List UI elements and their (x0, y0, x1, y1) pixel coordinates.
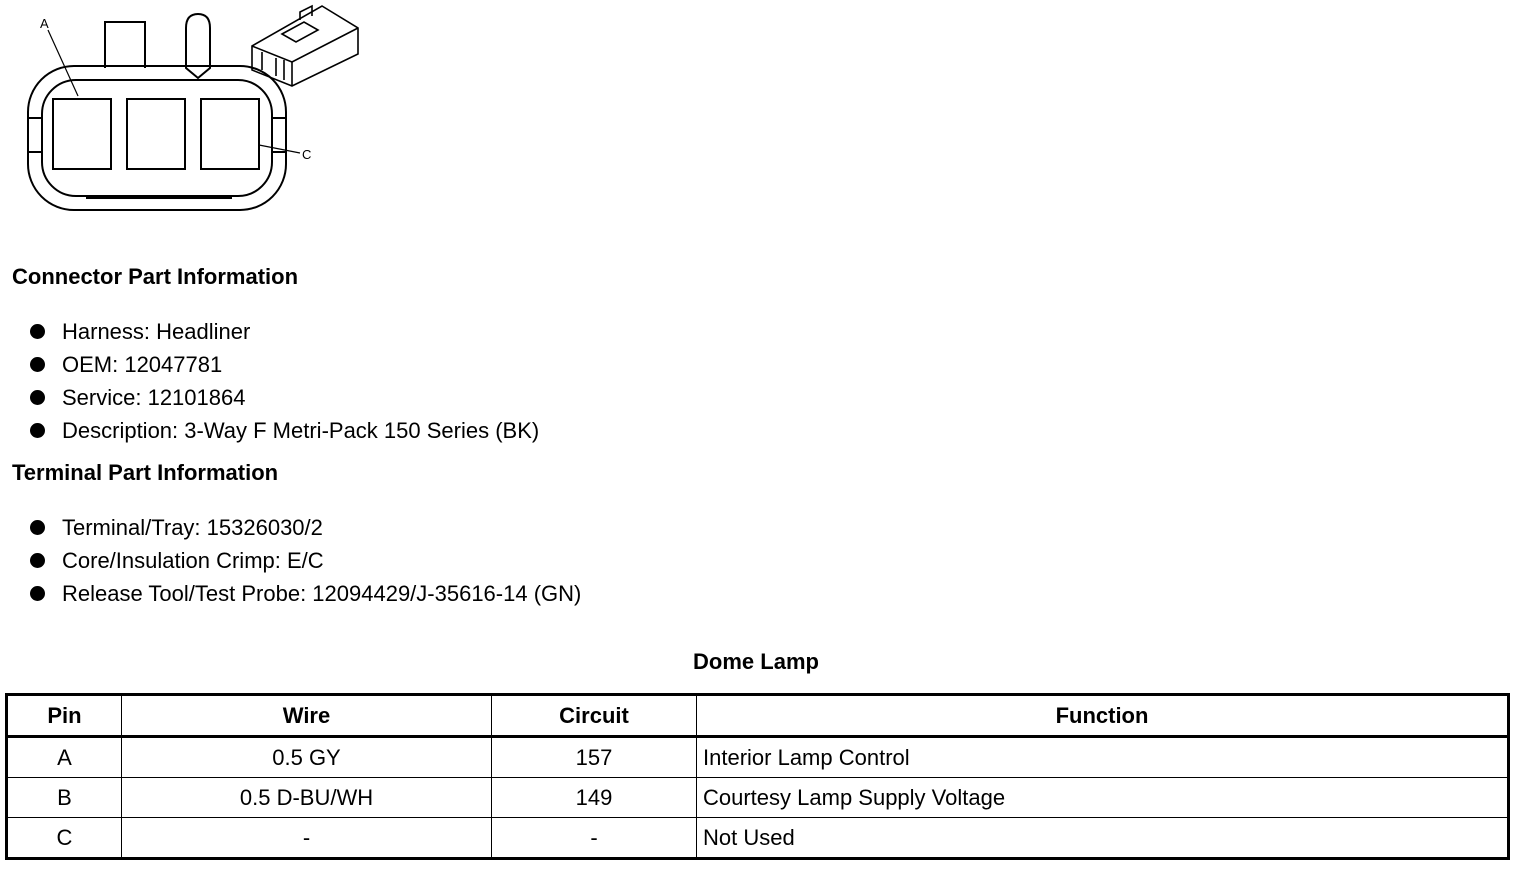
connector-iso-thumbnail (252, 6, 358, 86)
column-header-wire: Wire (122, 695, 492, 737)
function-cell: Not Used (697, 818, 1509, 859)
circuit-cell: 149 (492, 778, 697, 818)
list-item-text: Harness: Headliner (62, 319, 251, 344)
connector-left-notch (28, 118, 42, 152)
table-title: Dome Lamp (693, 649, 819, 674)
pin-cell: C (7, 818, 122, 859)
circuit-cell: 157 (492, 737, 697, 778)
terminal-cavity-c (201, 99, 259, 169)
bullet-icon (30, 423, 45, 438)
bullet-icon (30, 357, 45, 372)
column-header-circuit: Circuit (492, 695, 697, 737)
terminal-cavity-a (53, 99, 111, 169)
list-item-text: Terminal/Tray: 15326030/2 (62, 515, 323, 540)
list-item-text: Service: 12101864 (62, 385, 246, 410)
connector-key-tab (105, 22, 145, 68)
connector-latch-post (186, 14, 210, 78)
list-item-text: Core/Insulation Crimp: E/C (62, 548, 324, 573)
callout-c-label: C (302, 147, 312, 162)
list-item-text: Description: 3-Way F Metri-Pack 150 Series (BK) (62, 418, 540, 443)
table-row (7, 818, 1509, 859)
column-header-pin: Pin (7, 695, 122, 737)
list-item-text: Release Tool/Test Probe: 12094429/J-35616-14 (GN) (62, 581, 582, 606)
pinout-table (5, 693, 1510, 860)
pin-cell: B (7, 778, 122, 818)
terminal-cavity-b (127, 99, 185, 169)
list-item (30, 577, 581, 610)
column-header-function: Function (697, 695, 1509, 737)
callout-a-label: A (40, 16, 49, 31)
connector-right-notch (272, 118, 286, 152)
connector-face-drawing (0, 0, 380, 230)
connector-part-heading: Connector Part Information (12, 264, 299, 289)
wire-cell: 0.5 D-BU/WH (122, 778, 492, 818)
function-cell: Courtesy Lamp Supply Voltage (697, 778, 1509, 818)
table-row (7, 737, 1509, 778)
pin-cell: A (7, 737, 122, 778)
table-row (7, 778, 1509, 818)
function-cell: Interior Lamp Control (697, 737, 1509, 778)
connector-part-list (30, 315, 539, 447)
table-header-row (7, 695, 1509, 737)
wire-cell: 0.5 GY (122, 737, 492, 778)
circuit-cell: - (492, 818, 697, 859)
callout-a-leader (48, 30, 78, 96)
terminal-part-list (30, 511, 581, 610)
bullet-icon (30, 553, 45, 568)
list-item (30, 414, 539, 447)
list-item (30, 511, 581, 544)
bullet-icon (30, 520, 45, 535)
bullet-icon (30, 390, 45, 405)
connector-diagram (0, 0, 380, 230)
bullet-icon (30, 586, 45, 601)
list-item-text: OEM: 12047781 (62, 352, 223, 377)
connector-outer-shell (28, 66, 286, 210)
list-item (30, 315, 539, 348)
list-item (30, 348, 539, 381)
connector-inner-shell (42, 80, 272, 196)
list-item (30, 381, 539, 414)
bullet-icon (30, 324, 45, 339)
terminal-part-heading: Terminal Part Information (12, 460, 279, 485)
wire-cell: - (122, 818, 492, 859)
list-item (30, 544, 581, 577)
